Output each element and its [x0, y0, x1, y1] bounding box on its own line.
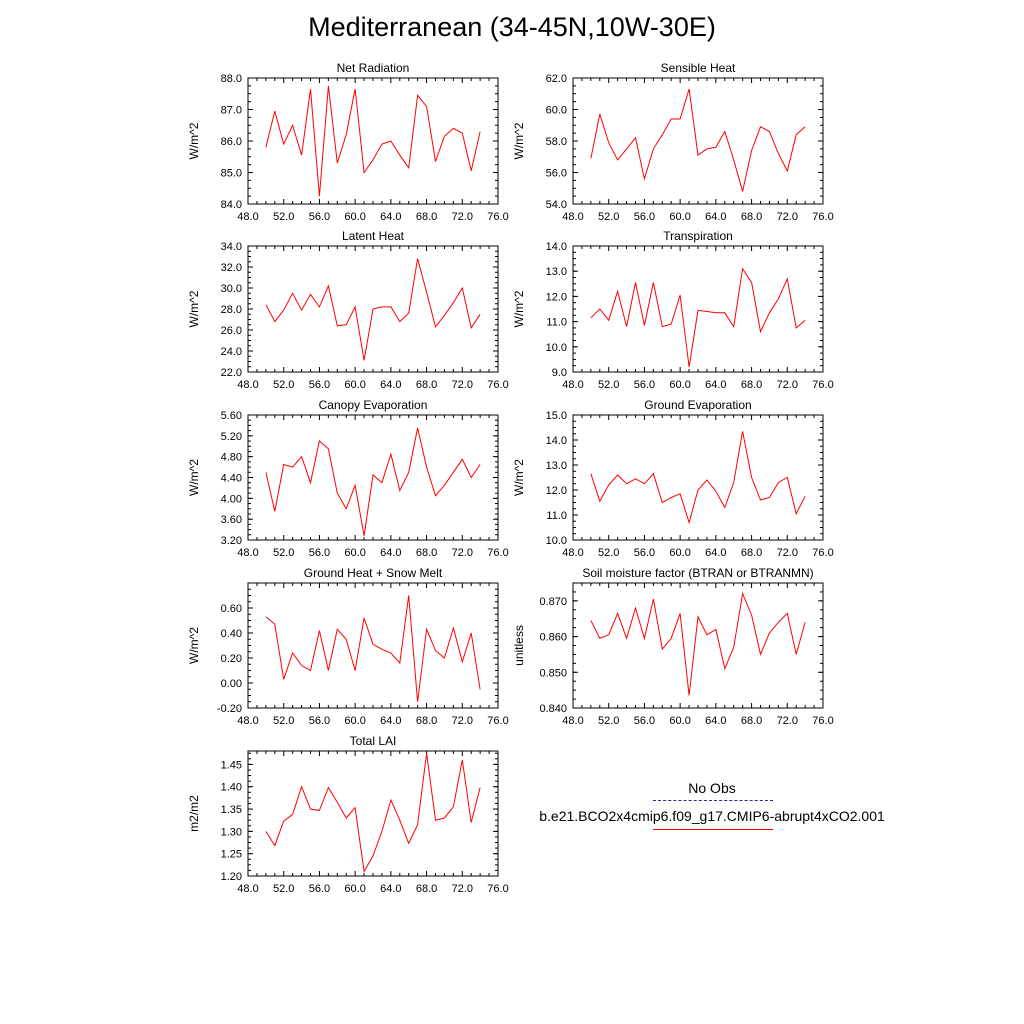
- series-line: [266, 86, 480, 196]
- y-tick-label: 14.0: [545, 435, 567, 447]
- x-tick-label: 52.0: [273, 211, 295, 223]
- legend-swatch: [653, 829, 773, 830]
- chart-panel: [187, 566, 509, 727]
- x-tick-label: 60.0: [669, 715, 691, 727]
- series-line: [266, 753, 480, 871]
- y-tick-label: 3.60: [220, 514, 242, 527]
- x-tick-label: 64.0: [705, 211, 727, 223]
- y-tick-label: 0.20: [220, 653, 242, 665]
- chart-panel: [187, 398, 509, 559]
- panel-title: Total LAI: [349, 734, 397, 748]
- x-tick-label: 76.0: [487, 211, 509, 223]
- x-tick-label: 64.0: [705, 379, 727, 391]
- x-tick-label: 76.0: [812, 547, 834, 559]
- x-tick-label: 52.0: [598, 715, 620, 727]
- x-tick-label: 68.0: [740, 715, 763, 727]
- y-tick-label: 32.0: [220, 262, 242, 274]
- series-line: [591, 431, 805, 522]
- x-tick-label: 72.0: [451, 715, 473, 727]
- x-tick-label: 72.0: [776, 715, 798, 727]
- series-line: [591, 269, 805, 367]
- x-tick-label: 56.0: [633, 379, 656, 391]
- x-tick-label: 68.0: [415, 211, 438, 223]
- x-tick-label: 76.0: [812, 211, 834, 223]
- series-line: [266, 259, 480, 361]
- panel-title: Ground Heat + Snow Melt: [303, 566, 443, 580]
- y-axis-label: W/m^2: [187, 290, 201, 328]
- x-tick-label: 56.0: [633, 715, 656, 727]
- x-tick-label: 48.0: [562, 715, 584, 727]
- y-tick-label: 12.0: [545, 291, 567, 304]
- x-tick-label: 64.0: [380, 547, 402, 559]
- panel-title: Soil moisture factor (BTRAN or BTRANMN): [582, 566, 814, 580]
- y-axis-label: m2/m2: [187, 795, 201, 832]
- chart-panel: [512, 566, 834, 727]
- x-tick-label: 48.0: [237, 883, 259, 895]
- y-tick-label: 10.0: [545, 535, 567, 547]
- y-tick-label: 5.60: [220, 410, 242, 422]
- y-tick-label: 14.0: [545, 241, 567, 253]
- x-tick-label: 56.0: [633, 211, 656, 223]
- x-tick-label: 52.0: [273, 379, 295, 391]
- y-tick-label: 1.40: [220, 781, 242, 794]
- x-tick-label: 48.0: [237, 547, 259, 559]
- y-tick-label: 30.0: [220, 283, 242, 295]
- y-tick-label: 1.45: [220, 759, 242, 772]
- y-tick-label: 24.0: [220, 346, 242, 358]
- x-tick-label: 64.0: [705, 547, 727, 559]
- y-tick-label: 12.0: [545, 485, 567, 497]
- y-tick-label: 0.00: [220, 678, 242, 690]
- x-tick-label: 56.0: [308, 883, 331, 895]
- y-tick-label: 62.0: [545, 73, 567, 85]
- x-tick-label: 72.0: [451, 379, 473, 391]
- x-tick-label: 60.0: [344, 883, 366, 895]
- x-tick-label: 52.0: [273, 883, 295, 895]
- y-tick-label: 0.860: [539, 631, 567, 644]
- x-tick-label: 64.0: [380, 883, 402, 895]
- x-tick-label: 64.0: [380, 715, 402, 727]
- x-tick-label: 48.0: [237, 379, 259, 391]
- x-tick-label: 68.0: [415, 547, 438, 559]
- y-tick-label: 3.20: [220, 535, 242, 547]
- x-tick-label: 48.0: [562, 547, 584, 559]
- y-tick-label: 26.0: [220, 325, 242, 337]
- y-tick-label: 86.0: [220, 136, 242, 148]
- x-tick-label: 52.0: [598, 547, 620, 559]
- x-tick-label: 76.0: [487, 715, 509, 727]
- legend-label: No Obs: [688, 780, 736, 796]
- y-tick-label: 9.0: [551, 367, 567, 379]
- x-tick-label: 72.0: [776, 379, 798, 391]
- y-tick-label: 60.0: [545, 104, 567, 117]
- y-tick-label: 11.0: [546, 510, 567, 522]
- series-line: [266, 428, 480, 536]
- y-tick-label: -0.20: [216, 703, 242, 715]
- x-tick-label: 60.0: [669, 547, 691, 559]
- chart-panel: [512, 229, 834, 391]
- panel-title: Ground Evaporation: [644, 398, 752, 412]
- panel-title: Transpiration: [663, 229, 733, 243]
- y-tick-label: 0.60: [220, 603, 242, 615]
- x-tick-label: 64.0: [380, 379, 402, 391]
- y-axis-label: W/m^2: [512, 290, 526, 328]
- chart-panel: [187, 229, 509, 391]
- y-axis-label: W/m^2: [187, 459, 201, 496]
- y-tick-label: 22.0: [220, 367, 242, 379]
- y-tick-label: 0.40: [220, 628, 242, 640]
- x-tick-label: 56.0: [308, 379, 331, 391]
- y-tick-label: 87.0: [220, 104, 242, 117]
- panel-title: Latent Heat: [341, 229, 405, 243]
- plot-frame: [573, 246, 823, 372]
- x-tick-label: 76.0: [487, 883, 509, 895]
- x-tick-label: 48.0: [562, 211, 584, 223]
- x-tick-label: 60.0: [344, 379, 366, 391]
- y-tick-label: 28.0: [220, 304, 242, 316]
- x-tick-label: 68.0: [740, 547, 763, 559]
- legend-swatch: [653, 800, 773, 801]
- y-tick-label: 13.0: [545, 460, 567, 472]
- panel-title: Sensible Heat: [660, 61, 736, 75]
- y-tick-label: 88.0: [220, 73, 242, 85]
- y-tick-label: 0.850: [539, 667, 567, 680]
- x-tick-label: 56.0: [308, 211, 331, 223]
- y-tick-label: 5.20: [220, 430, 242, 443]
- plot-frame: [248, 583, 498, 708]
- x-tick-label: 68.0: [740, 211, 763, 223]
- y-axis-label: W/m^2: [512, 122, 526, 160]
- figure-title: Mediterranean (34-45N,10W-30E): [308, 12, 716, 42]
- x-tick-label: 56.0: [308, 715, 331, 727]
- x-tick-label: 72.0: [451, 211, 473, 223]
- x-tick-label: 60.0: [344, 547, 366, 559]
- x-tick-label: 68.0: [740, 379, 763, 391]
- y-axis-label: W/m^2: [512, 459, 526, 496]
- x-tick-label: 64.0: [380, 211, 402, 223]
- x-tick-label: 52.0: [273, 547, 295, 559]
- y-tick-label: 1.25: [220, 848, 242, 861]
- legend-label: b.e21.BCO2x4cmip6.f09_g17.CMIP6-abrupt4xCO2.001: [539, 808, 885, 824]
- x-tick-label: 72.0: [451, 883, 473, 895]
- chart-panel: [512, 61, 834, 223]
- y-tick-label: 10.0: [545, 341, 567, 354]
- y-tick-label: 1.30: [220, 826, 242, 839]
- x-tick-label: 56.0: [308, 547, 331, 559]
- x-tick-label: 48.0: [562, 379, 584, 391]
- plot-frame: [573, 415, 823, 540]
- x-tick-label: 48.0: [237, 211, 259, 223]
- series-line: [591, 594, 805, 696]
- y-tick-label: 4.00: [220, 493, 242, 506]
- x-tick-label: 72.0: [451, 547, 473, 559]
- plot-frame: [573, 583, 823, 708]
- y-tick-label: 11.0: [546, 316, 567, 329]
- x-tick-label: 60.0: [344, 715, 366, 727]
- y-tick-label: 1.20: [220, 871, 242, 883]
- x-tick-label: 56.0: [633, 547, 656, 559]
- x-tick-label: 76.0: [487, 379, 509, 391]
- y-tick-label: 15.0: [545, 410, 567, 422]
- y-tick-label: 58.0: [545, 136, 567, 148]
- x-tick-label: 68.0: [415, 883, 438, 895]
- y-tick-label: 4.80: [220, 451, 242, 464]
- y-tick-label: 84.0: [220, 199, 242, 211]
- y-axis-label: W/m^2: [187, 122, 201, 160]
- y-tick-label: 0.840: [539, 703, 567, 715]
- x-tick-label: 72.0: [776, 547, 798, 559]
- x-tick-label: 64.0: [705, 715, 727, 727]
- x-tick-label: 76.0: [812, 715, 834, 727]
- panel-title: Net Radiation: [336, 61, 410, 75]
- x-tick-label: 48.0: [237, 715, 259, 727]
- x-tick-label: 68.0: [415, 715, 438, 727]
- y-tick-label: 0.870: [539, 595, 567, 608]
- series-line: [266, 596, 480, 702]
- x-tick-label: 52.0: [598, 211, 620, 223]
- x-tick-label: 60.0: [669, 379, 691, 391]
- chart-panel: [512, 398, 834, 559]
- x-tick-label: 76.0: [487, 547, 509, 559]
- chart-panel: [187, 61, 509, 223]
- y-tick-label: 1.35: [220, 804, 242, 817]
- x-tick-label: 60.0: [344, 211, 366, 223]
- y-tick-label: 34.0: [220, 241, 242, 253]
- x-tick-label: 68.0: [415, 379, 438, 391]
- y-tick-label: 54.0: [545, 199, 567, 211]
- x-tick-label: 72.0: [776, 211, 798, 223]
- y-tick-label: 4.40: [220, 472, 242, 485]
- x-tick-label: 60.0: [669, 211, 691, 223]
- series-line: [591, 89, 805, 191]
- y-tick-label: 13.0: [545, 266, 567, 279]
- y-tick-label: 85.0: [220, 167, 242, 180]
- plot-frame: [573, 78, 823, 204]
- x-tick-label: 52.0: [598, 379, 620, 391]
- y-axis-label: W/m^2: [187, 627, 201, 664]
- x-tick-label: 76.0: [812, 379, 834, 391]
- x-tick-label: 52.0: [273, 715, 295, 727]
- y-tick-label: 56.0: [545, 167, 567, 180]
- chart-panel: [187, 734, 509, 895]
- y-axis-label: unitless: [512, 625, 526, 666]
- panel-title: Canopy Evaporation: [318, 398, 428, 412]
